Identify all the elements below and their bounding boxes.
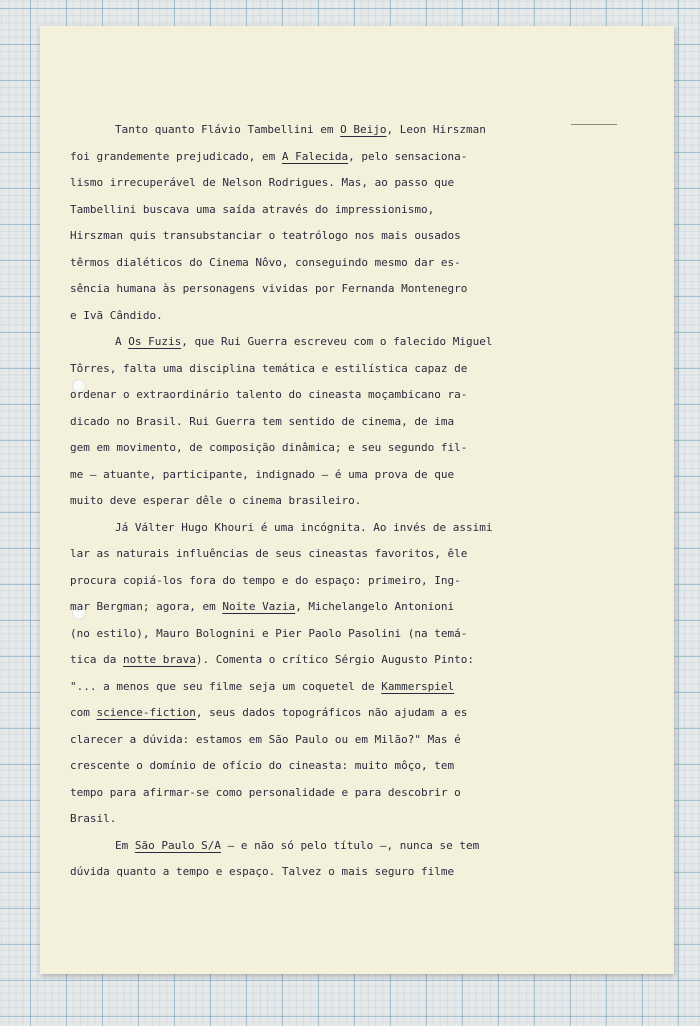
text-line [70, 621, 540, 648]
text-segment: dicado no Brasil. Rui Guerra tem sentido de cinema, de ima [70, 414, 455, 428]
underlined-title: Noite Vazia [222, 600, 296, 613]
text-segment: , pelo sensaciona- [348, 149, 468, 163]
text-line [70, 753, 540, 780]
text-line [70, 382, 540, 409]
text-segment: Já Válter Hugo Khouri é uma incógnita. Ao invés de assimi [115, 520, 493, 534]
paragraph [70, 515, 540, 833]
text-line [70, 806, 540, 833]
text-line [70, 541, 540, 568]
text-line [70, 568, 540, 595]
text-segment: e Ivã Cândido. [70, 308, 163, 322]
text-segment: Tambellini buscava uma saída através do impressionismo, [70, 202, 435, 216]
text-segment: foi grandemente prejudicado, em [70, 149, 282, 163]
text-segment: têrmos dialéticos do Cinema Nôvo, conseguindo mesmo dar es- [70, 255, 461, 269]
text-line [70, 700, 540, 727]
underlined-title: Kammerspiel [381, 679, 455, 693]
text-line [115, 515, 540, 542]
text-line [70, 727, 540, 754]
text-segment: tica da [70, 653, 123, 666]
text-line [70, 780, 540, 807]
text-line [70, 488, 540, 515]
text-line [115, 117, 540, 144]
text-segment: mar Bergman; agora, em [70, 600, 223, 613]
text-line [70, 462, 540, 489]
underlined-title: A Falecida [281, 149, 349, 163]
text-segment: Brasil. [70, 812, 117, 825]
text-segment: , que Rui Guerra escreveu com o falecido Miguel [181, 335, 493, 348]
text-line [70, 223, 540, 250]
paragraph [70, 833, 540, 886]
text-segment: (no estilo), Mauro Bolognini e Pier Paolo Pasolini (na temá- [70, 626, 468, 640]
text-line [70, 144, 540, 171]
text-segment: Tanto quanto Flávio Tambellini em [115, 123, 341, 136]
text-segment: Hirszman quis transubstanciar o teatrólogo nos mais ousados [70, 229, 461, 242]
text-line [70, 170, 540, 197]
text-segment: Em [115, 838, 135, 852]
text-line [70, 197, 540, 224]
text-line [70, 674, 540, 701]
underlined-title: O Beijo [340, 123, 387, 136]
text-line [70, 250, 540, 277]
text-line [70, 594, 540, 621]
text-segment: lar as naturais influências de seus cineastas favoritos, êle [70, 547, 468, 560]
text-segment: — e não só pelo título —, nunca se tem [220, 838, 480, 852]
text-segment: ). Comenta o crítico Sérgio Augusto Pinto: [195, 653, 474, 666]
underlined-title: notte brava [122, 653, 196, 666]
paragraph [70, 117, 540, 329]
text-segment: clarecer a dúvida: estamos em São Paulo ou em Milão?" Mas é [70, 732, 461, 746]
text-line [70, 276, 540, 303]
text-line [115, 833, 540, 860]
text-segment: procura copiá-los fora do tempo e do espaço: primeiro, Ing- [70, 573, 461, 587]
text-segment: , Michelangelo Antonioni [295, 600, 455, 613]
text-segment: crescente o domínio de ofício do cineasta: muito môço, tem [70, 759, 455, 772]
text-line [70, 435, 540, 462]
text-segment: "... a menos que seu filme seja um coquetel de [70, 679, 382, 693]
text-segment: , Leon Hirszman [386, 123, 486, 136]
text-line [115, 329, 540, 356]
underlined-title: science-fiction [96, 706, 196, 719]
text-line [70, 303, 540, 330]
text-segment: tempo para afirmar-se como personalidade e para descobrir o [70, 785, 461, 799]
text-segment: ordenar o extraordinário talento do cineasta moçambicano ra- [70, 388, 468, 401]
text-segment: com [70, 706, 97, 719]
paragraph [70, 329, 540, 515]
text-segment: muito deve esperar dêle o cinema brasileiro. [70, 494, 362, 507]
text-line [70, 409, 540, 436]
pencil-mark [571, 124, 617, 125]
text-segment: me — atuante, participante, indignado — é uma prova de que [70, 467, 455, 481]
text-segment: dúvida quanto a tempo e espaço. Talvez o mais seguro filme [70, 865, 455, 878]
text-line [70, 859, 540, 886]
text-segment: A [115, 335, 129, 348]
text-line [70, 647, 540, 674]
document-body [70, 117, 540, 886]
text-segment: Tôrres, falta uma disciplina temática e estilística capaz de [70, 361, 468, 375]
text-segment: , seus dados topográficos não ajudam a es [195, 706, 468, 719]
underlined-title: Os Fuzis [128, 335, 182, 348]
underlined-title: São Paulo S/A [134, 838, 221, 852]
text-segment: gem em movimento, de composição dinâmica; e seu segundo fil- [70, 441, 468, 454]
text-line [70, 356, 540, 383]
text-segment: sência humana às personagens vividas por Fernanda Montenegro [70, 282, 468, 295]
text-segment: lismo irrecuperável de Nelson Rodrigues. Mas, ao passo que [70, 176, 455, 189]
